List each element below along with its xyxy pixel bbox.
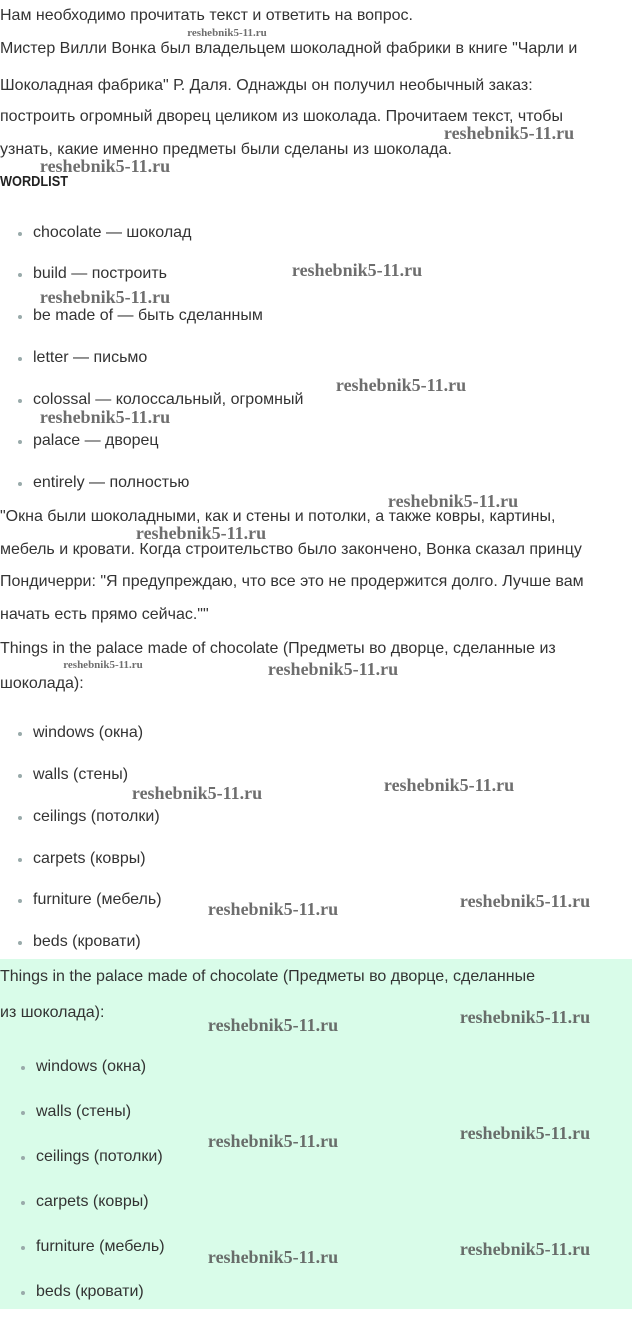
list-item: walls (стены) xyxy=(33,766,129,783)
paragraph-line: построить огромный дворец целиком из шоколада. Прочитаем текст, чтобы xyxy=(0,108,563,125)
list-item: entirely — полностью xyxy=(33,474,190,491)
list-item: be made of — быть сделанным xyxy=(33,307,263,324)
watermark: reshebnik5-11.ru xyxy=(267,659,399,679)
intro-text: Нам необходимо прочитать текст и ответить на вопрос. xyxy=(0,7,413,24)
watermark: reshebnik5-11.ru xyxy=(207,1247,339,1267)
watermark: reshebnik5-11.ru xyxy=(207,1131,339,1151)
watermark: reshebnik5-11.ru xyxy=(383,775,515,795)
list-item: build — построить xyxy=(33,265,167,282)
list-item: colossal — колоссальный, огромный xyxy=(33,391,304,408)
watermark: reshebnik5-11.ru xyxy=(187,27,267,39)
answer-heading: Things in the palace made of chocolate (Предметы во дворце, сделанные xyxy=(0,968,535,985)
list-item: ceilings (потолки) xyxy=(33,808,160,825)
watermark: reshebnik5-11.ru xyxy=(443,123,575,143)
list-item: palace — дворец xyxy=(33,432,159,449)
list-item: beds (кровати) xyxy=(33,933,141,950)
things-heading: шоколада): xyxy=(0,675,84,692)
answer-heading: из шоколада): xyxy=(0,1004,105,1021)
watermark: reshebnik5-11.ru xyxy=(459,891,591,911)
watermark: reshebnik5-11.ru xyxy=(63,659,143,671)
quote-line: "Окна были шоколадными, как и стены и потолки, а также ковры, картины, xyxy=(0,508,556,525)
list-item: windows (окна) xyxy=(33,724,144,741)
watermark: reshebnik5-11.ru xyxy=(459,1239,591,1259)
watermark: reshebnik5-11.ru xyxy=(207,1015,339,1035)
watermark: reshebnik5-11.ru xyxy=(207,899,339,919)
list-item: beds (кровати) xyxy=(36,1283,144,1300)
watermark: reshebnik5-11.ru xyxy=(39,156,171,176)
watermark: reshebnik5-11.ru xyxy=(335,375,467,395)
watermark: reshebnik5-11.ru xyxy=(291,260,423,280)
paragraph-line: узнать, какие именно предметы были сделаны из шоколада. xyxy=(0,141,452,158)
wordlist-title: WORDLIST xyxy=(0,173,68,190)
watermark: reshebnik5-11.ru xyxy=(39,287,171,307)
watermark: reshebnik5-11.ru xyxy=(131,783,263,803)
quote-line: мебель и кровати. Когда строительство было закончено, Вонка сказал принцу xyxy=(0,541,582,558)
quote-line: Пондичерри: "Я предупреждаю, что все это не продержится долго. Лучше вам xyxy=(0,573,584,590)
list-item: furniture (мебель) xyxy=(36,1238,165,1255)
watermark: reshebnik5-11.ru xyxy=(387,491,519,511)
watermark: reshebnik5-11.ru xyxy=(459,1007,591,1027)
quote-line: начать есть прямо сейчас."" xyxy=(0,606,209,623)
list-item: letter — письмо xyxy=(33,349,148,366)
list-item: chocolate — шоколад xyxy=(33,224,192,241)
paragraph-line: Шоколадная фабрика" Р. Даля. Однажды он получил необычный заказ: xyxy=(0,77,533,94)
watermark: reshebnik5-11.ru xyxy=(135,523,267,543)
paragraph-line: Мистер Вилли Вонка был владельцем шоколадной фабрики в книге "Чарли и xyxy=(0,40,578,57)
things-heading: Things in the palace made of chocolate (Предметы во дворце, сделанные из xyxy=(0,640,556,657)
watermark: reshebnik5-11.ru xyxy=(39,407,171,427)
watermark: reshebnik5-11.ru xyxy=(459,1123,591,1143)
list-item: walls (стены) xyxy=(36,1103,132,1120)
list-item: ceilings (потолки) xyxy=(36,1148,163,1165)
list-item: furniture (мебель) xyxy=(33,891,162,908)
list-item: windows (окна) xyxy=(36,1058,147,1075)
list-item: carpets (ковры) xyxy=(36,1193,149,1210)
list-item: carpets (ковры) xyxy=(33,850,146,867)
